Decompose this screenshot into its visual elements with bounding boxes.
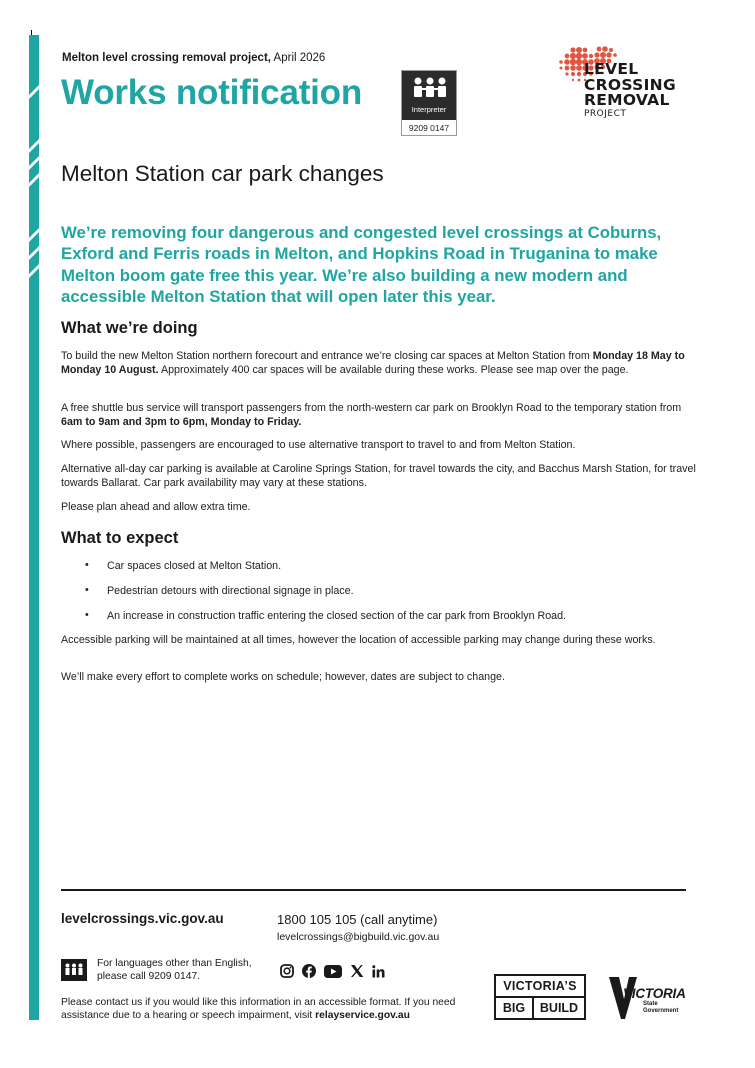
issue-date: April 2026 [273,52,326,64]
big-build-top-text: VICTORIA’S [496,976,584,998]
list-item-text: Pedestrian detours with directional signage in place. [107,585,354,597]
relay-service-link[interactable]: relayservice.gov.au [315,1010,410,1021]
x-icon[interactable] [350,964,364,983]
victoria-state-government-logo [609,975,689,1023]
accessibility-note-text: Please contact us if you would like this information in an accessible format. If you need assistance due to a hearing or speech impairment, visit [61,997,456,1021]
email-link[interactable]: levelcrossings@bigbuild.vic.gov.au [277,931,440,943]
logo-line-level: LEVEL [584,60,639,78]
facebook-icon[interactable] [302,964,316,983]
doing-paragraph-4: Alternative all-day car parking is available at Caroline Springs Station, for travel towards the city, and Bacchus Marsh Station, for travel towards Ballarat. Car park availability may vary at these stations. [61,463,696,489]
page-title: Works notification [61,73,363,112]
languages-note: For languages other than English, please call 9209 0147. [97,958,252,982]
youtube-icon[interactable] [324,965,342,983]
bullet-icon: • [85,559,89,571]
interpreter-small-icon [61,959,87,981]
bullet-icon: • [85,609,89,621]
phone-number: 1800 105 105 (call anytime) [277,912,438,927]
project-line [62,52,325,64]
instagram-icon[interactable] [280,964,294,983]
bullet-icon: • [85,584,89,596]
interpreter-number: 9209 0147 [408,123,450,133]
heading-what-were-doing: What we’re doing [61,319,198,337]
level-crossing-removal-logo [553,44,683,140]
footer-divider [61,889,686,891]
interpreter-icon [411,76,449,104]
list-item-text: Car spaces closed at Melton Station. [107,560,282,572]
victoria-wordmark: VICTORIA [623,986,686,1001]
accessibility-note [61,996,471,1022]
expect-paragraph-1: Accessible parking will be maintained at all times, however the location of accessible parking may change during these works. [61,634,656,646]
interpreter-badge [401,70,457,136]
shuttle-times: 6am to 9am and 3pm to 6pm, Monday to Friday. [61,415,302,428]
victoria-subtitle [643,1001,678,1014]
list-item-text: An increase in construction traffic entering the closed section of the car park from Brooklyn Road. [107,610,567,622]
victorias-big-build-logo [494,974,586,1020]
doing-paragraph-1 [61,350,701,377]
doing-paragraph-3: Where possible, passengers are encouraged to use alternative transport to travel to and from Melton Station. [61,439,576,451]
logo-line-removal: REMOVAL [584,91,670,109]
doing-paragraph-5: Please plan ahead and allow extra time. [61,501,251,513]
victoria-sub-state: State [643,1001,658,1007]
website-link[interactable]: levelcrossings.vic.gov.au [61,911,224,926]
expect-paragraph-2: We’ll make every effort to complete works on schedule; however, dates are subject to change. [61,671,505,683]
doing-p1-text: To build the new Melton Station northern forecourt and entrance we’re closing car spaces at Melton Station from [61,350,593,362]
doing-p2-text: A free shuttle bus service will transport passengers from the north-western car park on Brooklyn Road to the temporary station from [61,402,682,414]
victoria-sub-government: Government [643,1007,679,1014]
linkedin-icon[interactable] [372,965,385,983]
logo-line-project: PROJECT [584,108,627,119]
doing-paragraph-2 [61,402,701,429]
big-build-right-text: BUILD [539,1001,579,1015]
big-build-left-text: BIG [496,998,534,1018]
subtitle: Melton Station car park changes [61,161,384,186]
closure-dates: Monday 18 May to Monday 10 August. [61,350,685,376]
logo-line-crossing: CROSSING [584,75,676,94]
interpreter-label: Interpreter [411,105,447,114]
social-links [280,964,385,983]
doing-p1-text-end: Approximately 400 car spaces will be available during these works. Please see map over the page. [158,363,629,376]
side-accent-bar [29,35,39,1020]
intro-paragraph: We’re removing four dangerous and congested level crossings at Coburns, Exford and Ferris roads in Melton, and Hopkins Road in Truganina to make Melton boom gate free this year. We’re also building a new modern and accessible Melton Station that will open later this year. [61,223,662,306]
project-name: Melton level crossing removal project, [62,52,271,64]
heading-what-to-expect: What to expect [61,529,179,547]
